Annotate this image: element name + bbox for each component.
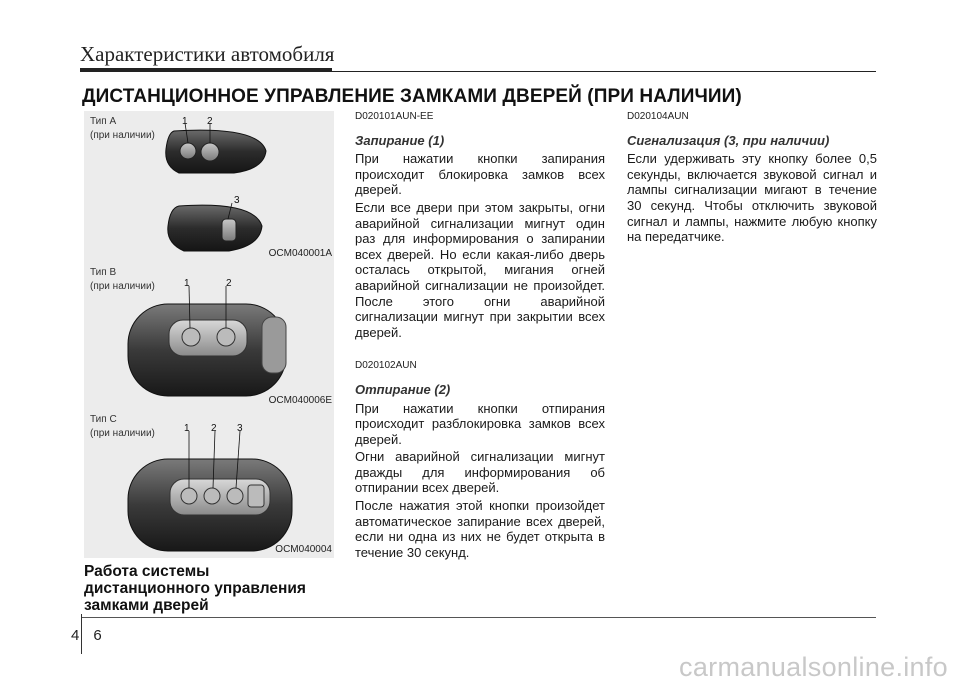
figure-code-c: OCM040004 <box>275 544 332 555</box>
key-fob-a-illustration <box>84 111 334 262</box>
paragraph: При нажатии кнопки отпирания происходит разблокировка замков всех дверей. <box>355 400 605 447</box>
trunk-button-icon <box>248 485 264 507</box>
text-column-2 <box>355 109 605 562</box>
callout-3: 3 <box>237 423 243 434</box>
paragraph: При нажатии кнопки запирания происходит блокировка замков всех дверей. <box>355 151 605 198</box>
unlock-button-icon <box>201 143 219 161</box>
section-code: D020102AUN <box>355 360 417 372</box>
callout-2: 2 <box>226 278 232 289</box>
key-blade-icon <box>262 317 286 373</box>
figure-type-c-label: Тип C (при наличии) <box>90 414 155 439</box>
section-heading: Запирание (1) <box>355 132 445 148</box>
figure-code-b: OCM040006E <box>268 395 332 406</box>
page-number: 46 <box>71 627 116 644</box>
key-fob-c-illustration <box>84 409 334 558</box>
callout-1: 1 <box>184 423 190 434</box>
header-rule-thin <box>80 71 876 72</box>
section-code: D020101AUN-EE <box>355 111 434 122</box>
lock-button-icon <box>180 143 196 159</box>
paragraph: Если все двери при этом закрыты, огни аварийной сигнализации мигнут один раз для информирования о запирании всех дверей. Но если какая-либо дверь осталась открытой, мигания огней аварийной сигнализации не произойдет. После этого огни аварийной сигнализации мигнут при закрытии всех дверей. <box>355 199 605 340</box>
callout-1: 1 <box>184 278 190 289</box>
section-heading: Отпирание (2) <box>355 381 451 397</box>
paragraph: После нажатия этой кнопки произойдет автоматическое запирание всех дверей, если ни одна из них не будет открыта в течение 30 секунд. <box>355 498 605 560</box>
figure-type-c <box>84 409 334 558</box>
figure-type-a-label: Тип A (при наличии) <box>90 116 155 141</box>
figure-type-b <box>84 262 334 409</box>
key-fob-a-back <box>168 205 262 251</box>
text-column-3 <box>627 109 877 247</box>
column-title: Работа системы дистанционного управления замками дверей <box>84 563 306 614</box>
header-title: Характеристики автомобиля <box>80 42 335 66</box>
section-code: D020104AUN <box>627 111 689 122</box>
paragraph: Огни аварийной сигнализации мигнут дважды для информирования об отпирании всех дверей. <box>355 449 605 496</box>
panic-button-icon <box>227 488 243 504</box>
unlock-button-icon <box>217 328 235 346</box>
footer-rule <box>81 617 876 618</box>
unlock-button-icon <box>204 488 220 504</box>
callout-2: 2 <box>207 116 213 127</box>
section-heading: Сигнализация (3, при наличии) <box>627 132 830 148</box>
callout-1: 1 <box>182 116 188 127</box>
lock-button-icon <box>181 488 197 504</box>
paragraph: Если удерживать эту кнопку более 0,5 секунды, включается звуковой сигнал и лампы сигнализации мигают в течение 30 секунд. Чтобы отключить звуковой сигнал и лампы, нажмите любую кнопку на передатчике. <box>627 151 877 245</box>
lock-button-icon <box>182 328 200 346</box>
callout-2: 2 <box>211 423 217 434</box>
watermark: carmanualsonline.info <box>679 652 948 682</box>
figure-type-b-label: Тип B (при наличии) <box>90 267 155 292</box>
section-title: ДИСТАНЦИОННОЕ УПРАВЛЕНИЕ ЗАМКАМИ ДВЕРЕЙ (ПРИ НАЛИЧИИ) <box>82 86 742 107</box>
panic-button-icon <box>222 219 236 241</box>
key-fob-b-illustration <box>84 262 334 409</box>
figure-code-a: OCM040001A <box>268 248 332 259</box>
figure-type-a <box>84 111 334 262</box>
callout-3: 3 <box>234 195 240 206</box>
